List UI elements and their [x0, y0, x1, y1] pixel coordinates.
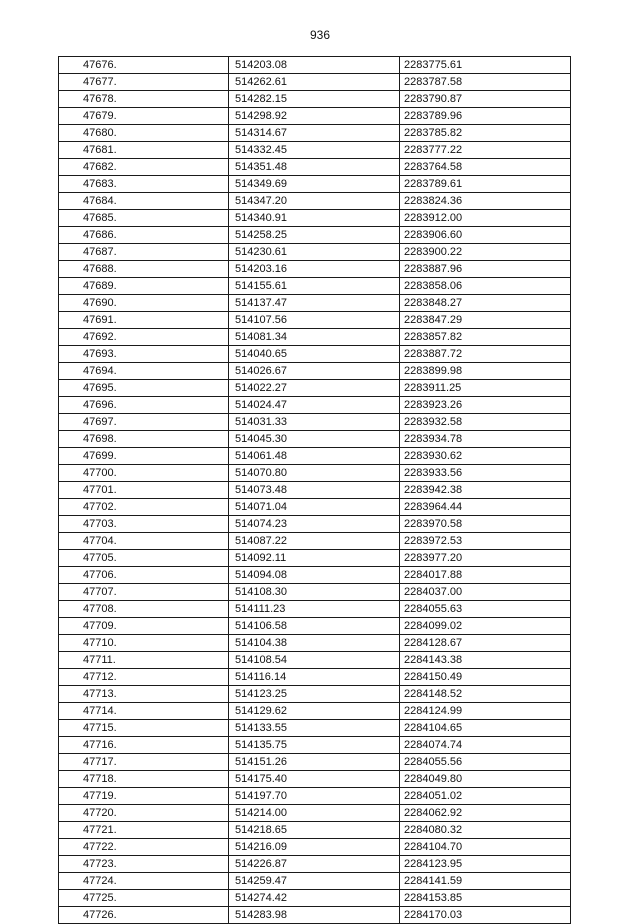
x-coordinate-cell: 514203.08 — [229, 57, 400, 74]
point-id-cell: 47693. — [59, 346, 229, 363]
coordinates-table — [58, 56, 571, 924]
y-coordinate-cell: 2284170.03 — [400, 907, 571, 924]
x-coordinate-cell: 514024.47 — [229, 397, 400, 414]
point-id-cell: 47685. — [59, 210, 229, 227]
y-coordinate-cell: 2283887.96 — [400, 261, 571, 278]
table-row — [59, 278, 571, 295]
x-coordinate-cell: 514155.61 — [229, 278, 400, 295]
x-coordinate-cell: 514135.75 — [229, 737, 400, 754]
point-id-cell: 47715. — [59, 720, 229, 737]
y-coordinate-cell: 2283887.72 — [400, 346, 571, 363]
table-row — [59, 397, 571, 414]
table-row — [59, 125, 571, 142]
point-id-cell: 47687. — [59, 244, 229, 261]
table-row — [59, 669, 571, 686]
y-coordinate-cell: 2284153.85 — [400, 890, 571, 907]
y-coordinate-cell: 2284051.02 — [400, 788, 571, 805]
table-row — [59, 227, 571, 244]
x-coordinate-cell: 514106.58 — [229, 618, 400, 635]
x-coordinate-cell: 514070.80 — [229, 465, 400, 482]
table-row — [59, 108, 571, 125]
table-row — [59, 567, 571, 584]
x-coordinate-cell: 514073.48 — [229, 482, 400, 499]
table-row — [59, 159, 571, 176]
point-id-cell: 47709. — [59, 618, 229, 635]
y-coordinate-cell: 2283764.58 — [400, 159, 571, 176]
point-id-cell: 47676. — [59, 57, 229, 74]
y-coordinate-cell: 2284055.63 — [400, 601, 571, 618]
table-row — [59, 788, 571, 805]
point-id-cell: 47719. — [59, 788, 229, 805]
table-row — [59, 312, 571, 329]
table-row — [59, 516, 571, 533]
table-row — [59, 533, 571, 550]
point-id-cell: 47708. — [59, 601, 229, 618]
table-row — [59, 720, 571, 737]
point-id-cell: 47702. — [59, 499, 229, 516]
y-coordinate-cell: 2283848.27 — [400, 295, 571, 312]
x-coordinate-cell: 514104.38 — [229, 635, 400, 652]
y-coordinate-cell: 2283964.44 — [400, 499, 571, 516]
table-row — [59, 465, 571, 482]
x-coordinate-cell: 514123.25 — [229, 686, 400, 703]
point-id-cell: 47700. — [59, 465, 229, 482]
table-row — [59, 431, 571, 448]
point-id-cell: 47706. — [59, 567, 229, 584]
point-id-cell: 47699. — [59, 448, 229, 465]
y-coordinate-cell: 2283934.78 — [400, 431, 571, 448]
table-row — [59, 584, 571, 601]
y-coordinate-cell: 2284143.38 — [400, 652, 571, 669]
table-row — [59, 550, 571, 567]
y-coordinate-cell: 2283847.29 — [400, 312, 571, 329]
point-id-cell: 47689. — [59, 278, 229, 295]
x-coordinate-cell: 514151.26 — [229, 754, 400, 771]
y-coordinate-cell: 2283787.58 — [400, 74, 571, 91]
x-coordinate-cell: 514071.04 — [229, 499, 400, 516]
x-coordinate-cell: 514258.25 — [229, 227, 400, 244]
table-row — [59, 856, 571, 873]
point-id-cell: 47688. — [59, 261, 229, 278]
y-coordinate-cell: 2284017.88 — [400, 567, 571, 584]
point-id-cell: 47696. — [59, 397, 229, 414]
point-id-cell: 47725. — [59, 890, 229, 907]
y-coordinate-cell: 2283932.58 — [400, 414, 571, 431]
point-id-cell: 47710. — [59, 635, 229, 652]
point-id-cell: 47686. — [59, 227, 229, 244]
y-coordinate-cell: 2283789.96 — [400, 108, 571, 125]
y-coordinate-cell: 2284128.67 — [400, 635, 571, 652]
y-coordinate-cell: 2284099.02 — [400, 618, 571, 635]
x-coordinate-cell: 514026.67 — [229, 363, 400, 380]
y-coordinate-cell: 2283899.98 — [400, 363, 571, 380]
x-coordinate-cell: 514259.47 — [229, 873, 400, 890]
x-coordinate-cell: 514092.11 — [229, 550, 400, 567]
point-id-cell: 47713. — [59, 686, 229, 703]
table-row — [59, 244, 571, 261]
point-id-cell: 47691. — [59, 312, 229, 329]
x-coordinate-cell: 514314.67 — [229, 125, 400, 142]
table-row — [59, 771, 571, 788]
point-id-cell: 47692. — [59, 329, 229, 346]
point-id-cell: 47724. — [59, 873, 229, 890]
y-coordinate-cell: 2284055.56 — [400, 754, 571, 771]
point-id-cell: 47705. — [59, 550, 229, 567]
table-row — [59, 635, 571, 652]
y-coordinate-cell: 2283858.06 — [400, 278, 571, 295]
y-coordinate-cell: 2284124.99 — [400, 703, 571, 720]
y-coordinate-cell: 2284074.74 — [400, 737, 571, 754]
x-coordinate-cell: 514094.08 — [229, 567, 400, 584]
point-id-cell: 47714. — [59, 703, 229, 720]
y-coordinate-cell: 2284150.49 — [400, 669, 571, 686]
x-coordinate-cell: 514216.09 — [229, 839, 400, 856]
x-coordinate-cell: 514081.34 — [229, 329, 400, 346]
y-coordinate-cell: 2283933.56 — [400, 465, 571, 482]
table-row — [59, 686, 571, 703]
x-coordinate-cell: 514218.65 — [229, 822, 400, 839]
x-coordinate-cell: 514116.14 — [229, 669, 400, 686]
y-coordinate-cell: 2283970.58 — [400, 516, 571, 533]
y-coordinate-cell: 2283785.82 — [400, 125, 571, 142]
y-coordinate-cell: 2283930.62 — [400, 448, 571, 465]
x-coordinate-cell: 514197.70 — [229, 788, 400, 805]
table-row — [59, 193, 571, 210]
point-id-cell: 47716. — [59, 737, 229, 754]
x-coordinate-cell: 514283.98 — [229, 907, 400, 924]
y-coordinate-cell: 2283789.61 — [400, 176, 571, 193]
point-id-cell: 47679. — [59, 108, 229, 125]
y-coordinate-cell: 2284141.59 — [400, 873, 571, 890]
x-coordinate-cell: 514040.65 — [229, 346, 400, 363]
y-coordinate-cell: 2284062.92 — [400, 805, 571, 822]
x-coordinate-cell: 514074.23 — [229, 516, 400, 533]
table-row — [59, 74, 571, 91]
table-row — [59, 91, 571, 108]
y-coordinate-cell: 2284080.32 — [400, 822, 571, 839]
table-row — [59, 142, 571, 159]
x-coordinate-cell: 514282.15 — [229, 91, 400, 108]
point-id-cell: 47697. — [59, 414, 229, 431]
point-id-cell: 47718. — [59, 771, 229, 788]
x-coordinate-cell: 514133.55 — [229, 720, 400, 737]
point-id-cell: 47717. — [59, 754, 229, 771]
x-coordinate-cell: 514175.40 — [229, 771, 400, 788]
table-row — [59, 873, 571, 890]
table-row — [59, 805, 571, 822]
table-row — [59, 618, 571, 635]
table-row — [59, 295, 571, 312]
point-id-cell: 47677. — [59, 74, 229, 91]
x-coordinate-cell: 514203.16 — [229, 261, 400, 278]
table-row — [59, 822, 571, 839]
table-row — [59, 57, 571, 74]
table-row — [59, 601, 571, 618]
point-id-cell: 47703. — [59, 516, 229, 533]
y-coordinate-cell: 2283775.61 — [400, 57, 571, 74]
table-row — [59, 703, 571, 720]
coordinates-table-body — [59, 57, 571, 924]
point-id-cell: 47722. — [59, 839, 229, 856]
x-coordinate-cell: 514129.62 — [229, 703, 400, 720]
point-id-cell: 47698. — [59, 431, 229, 448]
table-row — [59, 363, 571, 380]
table-row — [59, 839, 571, 856]
x-coordinate-cell: 514214.00 — [229, 805, 400, 822]
y-coordinate-cell: 2283972.53 — [400, 533, 571, 550]
y-coordinate-cell: 2284049.80 — [400, 771, 571, 788]
y-coordinate-cell: 2283911.25 — [400, 380, 571, 397]
y-coordinate-cell: 2284148.52 — [400, 686, 571, 703]
point-id-cell: 47694. — [59, 363, 229, 380]
point-id-cell: 47711. — [59, 652, 229, 669]
point-id-cell: 47681. — [59, 142, 229, 159]
x-coordinate-cell: 514108.30 — [229, 584, 400, 601]
y-coordinate-cell: 2284104.65 — [400, 720, 571, 737]
x-coordinate-cell: 514347.20 — [229, 193, 400, 210]
point-id-cell: 47701. — [59, 482, 229, 499]
x-coordinate-cell: 514226.87 — [229, 856, 400, 873]
point-id-cell: 47690. — [59, 295, 229, 312]
y-coordinate-cell: 2283942.38 — [400, 482, 571, 499]
x-coordinate-cell: 514045.30 — [229, 431, 400, 448]
point-id-cell: 47684. — [59, 193, 229, 210]
table-row — [59, 414, 571, 431]
x-coordinate-cell: 514274.42 — [229, 890, 400, 907]
y-coordinate-cell: 2283857.82 — [400, 329, 571, 346]
x-coordinate-cell: 514022.27 — [229, 380, 400, 397]
page-number: 936 — [309, 28, 331, 42]
point-id-cell: 47723. — [59, 856, 229, 873]
table-row — [59, 261, 571, 278]
x-coordinate-cell: 514298.92 — [229, 108, 400, 125]
table-row — [59, 907, 571, 924]
table-row — [59, 210, 571, 227]
point-id-cell: 47680. — [59, 125, 229, 142]
table-row — [59, 448, 571, 465]
x-coordinate-cell: 514349.69 — [229, 176, 400, 193]
x-coordinate-cell: 514087.22 — [229, 533, 400, 550]
point-id-cell: 47695. — [59, 380, 229, 397]
point-id-cell: 47720. — [59, 805, 229, 822]
y-coordinate-cell: 2283824.36 — [400, 193, 571, 210]
point-id-cell: 47682. — [59, 159, 229, 176]
x-coordinate-cell: 514351.48 — [229, 159, 400, 176]
x-coordinate-cell: 514340.91 — [229, 210, 400, 227]
table-row — [59, 176, 571, 193]
x-coordinate-cell: 514107.56 — [229, 312, 400, 329]
y-coordinate-cell: 2283912.00 — [400, 210, 571, 227]
y-coordinate-cell: 2283977.20 — [400, 550, 571, 567]
point-id-cell: 47707. — [59, 584, 229, 601]
x-coordinate-cell: 514111.23 — [229, 601, 400, 618]
table-row — [59, 482, 571, 499]
x-coordinate-cell: 514031.33 — [229, 414, 400, 431]
table-row — [59, 346, 571, 363]
y-coordinate-cell: 2284123.95 — [400, 856, 571, 873]
y-coordinate-cell: 2284037.00 — [400, 584, 571, 601]
x-coordinate-cell: 514137.47 — [229, 295, 400, 312]
point-id-cell: 47712. — [59, 669, 229, 686]
table-row — [59, 329, 571, 346]
y-coordinate-cell: 2283790.87 — [400, 91, 571, 108]
point-id-cell: 47726. — [59, 907, 229, 924]
table-row — [59, 737, 571, 754]
y-coordinate-cell: 2283906.60 — [400, 227, 571, 244]
point-id-cell: 47678. — [59, 91, 229, 108]
point-id-cell: 47683. — [59, 176, 229, 193]
table-row — [59, 380, 571, 397]
table-row — [59, 754, 571, 771]
x-coordinate-cell: 514332.45 — [229, 142, 400, 159]
x-coordinate-cell: 514108.54 — [229, 652, 400, 669]
x-coordinate-cell: 514230.61 — [229, 244, 400, 261]
table-row — [59, 890, 571, 907]
x-coordinate-cell: 514061.48 — [229, 448, 400, 465]
y-coordinate-cell: 2283923.26 — [400, 397, 571, 414]
y-coordinate-cell: 2283777.22 — [400, 142, 571, 159]
x-coordinate-cell: 514262.61 — [229, 74, 400, 91]
point-id-cell: 47704. — [59, 533, 229, 550]
table-row — [59, 652, 571, 669]
y-coordinate-cell: 2283900.22 — [400, 244, 571, 261]
y-coordinate-cell: 2284104.70 — [400, 839, 571, 856]
table-row — [59, 499, 571, 516]
point-id-cell: 47721. — [59, 822, 229, 839]
